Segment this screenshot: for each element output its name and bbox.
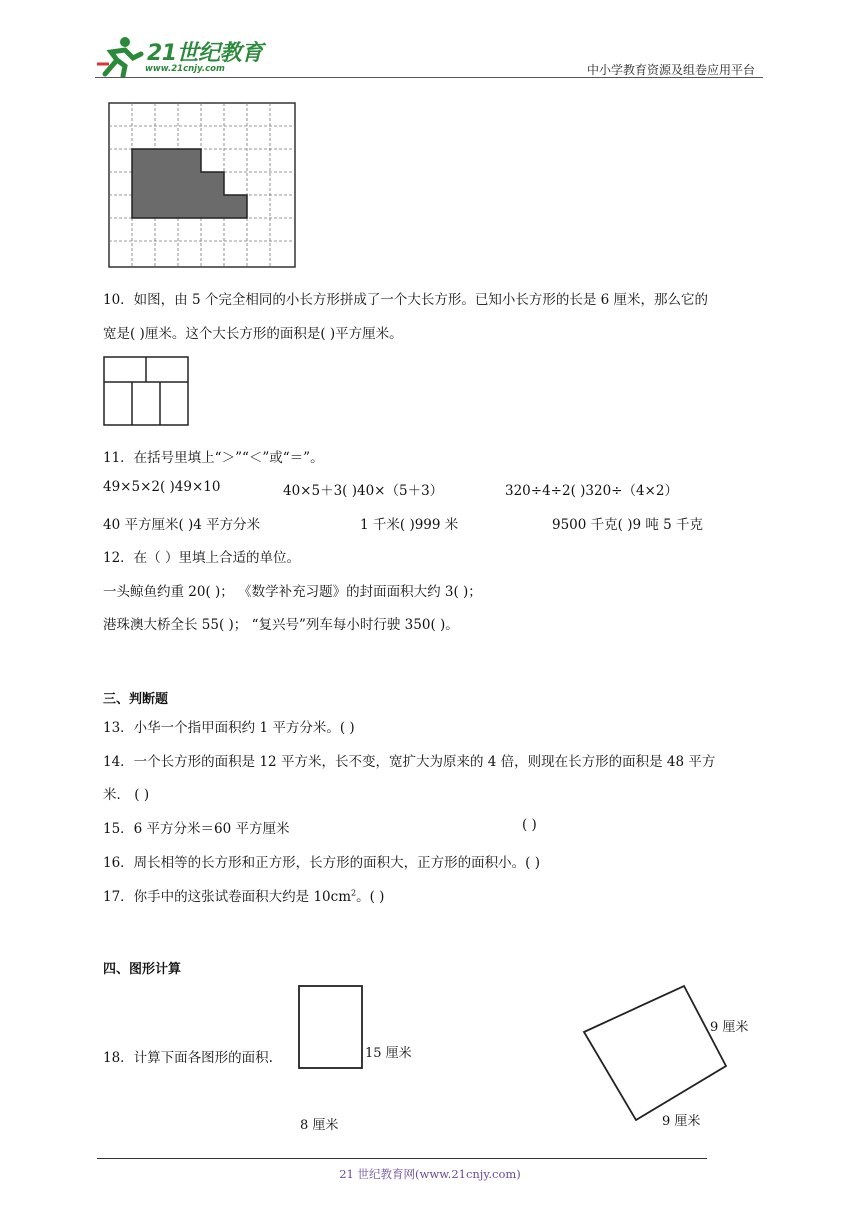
q14-line1: 14．一个长方形的面积是 12 平方米，长不变，宽扩大为原来的 4 倍，则现在长方形的面积是 48 平方 — [103, 754, 716, 770]
rect-width-label: 8 厘米 — [300, 1118, 339, 1133]
grid-shape-figure — [108, 102, 296, 268]
q11-item-6: 9500 千克( )9 吨 5 千克 — [552, 517, 704, 533]
q17-text: 17．你手中的这张试卷面积大约是 10cm — [103, 889, 352, 905]
q12-title: 12．在（ ）里填上合适的单位。 — [103, 550, 300, 566]
q10-line1: 10．如图，由 5 个完全相同的小长方形拼成了一个大长方形。已知小长方形的长是 6 厘米，那么它的 — [103, 292, 709, 308]
q11-item-5: 1 千米( )999 米 — [360, 517, 459, 533]
q12-line1: 一头鲸鱼约重 20( )； 《数学补充习题》的封面面积大约 3( )； — [103, 584, 482, 600]
q15-answer-paren: ( ) — [522, 817, 537, 833]
five-rectangles-figure — [103, 356, 189, 426]
q17 — [103, 885, 384, 905]
square-side-label-a: 9 厘米 — [710, 1020, 749, 1035]
q17-paren: 。( ) — [356, 889, 385, 905]
q16: 16．周长相等的长方形和正方形，长方形的面积大，正方形的面积小。( ) — [103, 855, 541, 871]
logo-text: 21世纪教育 — [147, 41, 263, 66]
header-platform-text: 中小学教育资源及组卷应用平台 — [586, 63, 755, 77]
q11-title: 11．在括号里填上“＞”“＜”或“＝”。 — [103, 450, 324, 466]
section4-title: 四、图形计算 — [103, 962, 182, 977]
q13: 13．小华一个指甲面积约 1 平方分米。( ) — [103, 720, 355, 736]
header-divider — [95, 77, 763, 78]
section3-title: 三、判断题 — [103, 692, 169, 707]
q18: 18．计算下面各图形的面积. — [103, 1050, 273, 1066]
footer-link[interactable]: 21 世纪教育网(www.21cnjy.com) — [339, 1167, 521, 1181]
q10-line2: 宽是( )厘米。这个大长方形的面积是( )平方厘米。 — [103, 326, 403, 342]
q11-item-2: 40×5＋3( )40×（5＋3） — [283, 483, 444, 499]
q11-item-1: 49×5×2( )49×10 — [103, 479, 221, 495]
rectangle-figure — [296, 984, 366, 1070]
runner-logo-icon — [95, 34, 145, 78]
tilted-square-figure — [580, 982, 730, 1124]
rect-height-label: 15 厘米 — [365, 1046, 412, 1061]
logo-url: www.21cnjy.com — [145, 64, 225, 74]
q11-item-4: 40 平方厘米( )4 平方分米 — [103, 517, 261, 533]
q11-item-3: 320÷4÷2( )320÷（4×2） — [505, 483, 678, 499]
q17-superscript: 2 — [351, 888, 357, 898]
q15: 15．6 平方分米＝60 平方厘米 — [103, 821, 290, 837]
q12-line2: 港珠澳大桥全长 55( )； “复兴号”列车每小时行驶 350( )。 — [103, 617, 459, 633]
site-logo — [95, 34, 265, 78]
q14-line2: 米． ( ) — [103, 787, 150, 803]
footer-divider — [97, 1158, 707, 1159]
square-side-label-b: 9 厘米 — [662, 1114, 701, 1129]
